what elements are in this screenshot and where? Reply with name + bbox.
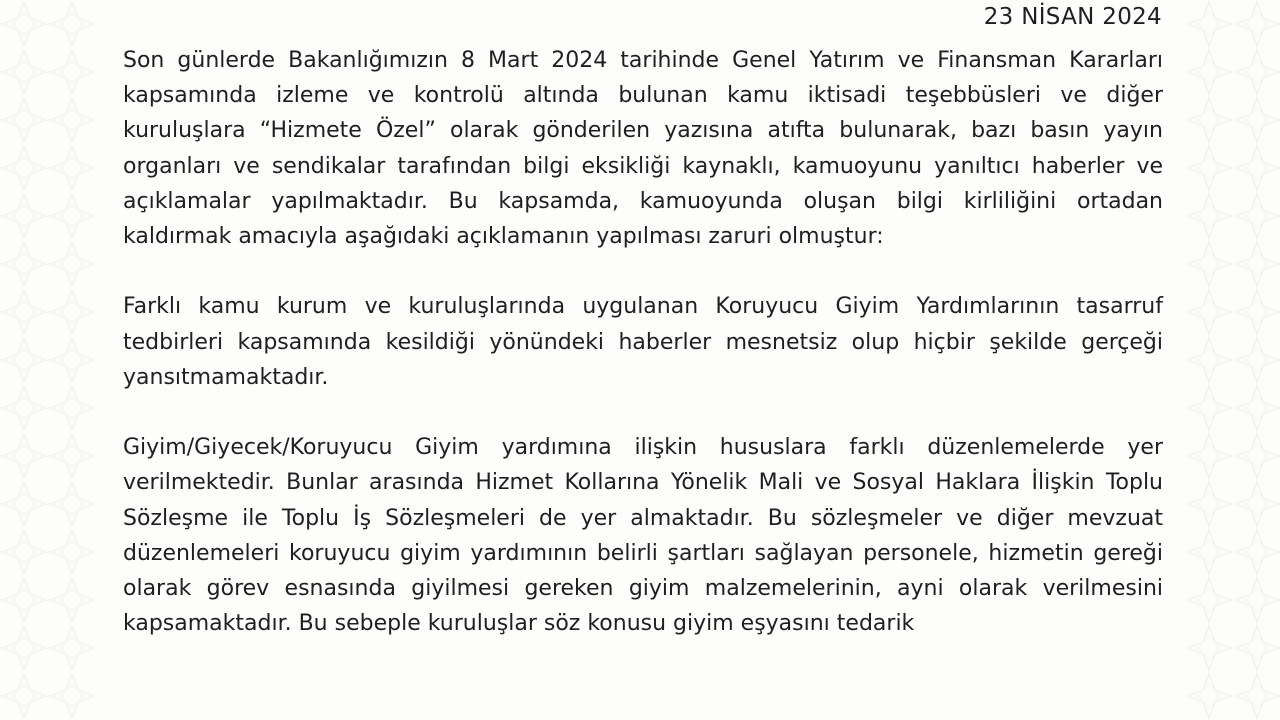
decorative-pattern-right: [1185, 0, 1280, 720]
paragraph-regulations: Giyim/Giyecek/Koruyucu Giyim yardımına ilişkin hususlara farklı düzenlemelerde yer verilmektedir. Bunlar arasında Hizmet Kollarına Yönelik Mali ve Sosyal Haklara İlişkin Toplu Sözleşme ile Toplu İş Sözleşmeleri de yer almaktadır. Bu sözleşmeler ve diğer mevzuat düzenlemeleri koruyucu giyim yardımının belirli şartları sağlayan personele, hizmetin gereği olarak görev esnasında giyilmesi gereken giyim malzemelerinin, ayni olarak verilmesini kapsamaktadır. Bu sebeple kuruluşlar söz konusu giyim eşyasını tedarik: [123, 435, 1163, 637]
paragraph-intro: Son günlerde Bakanlığımızın 8 Mart 2024 tarihinde Genel Yatırım ve Finansman Kararları kapsamında izleme ve kontrolü altında bulunan kamu iktisadi teşebbüsleri ve diğer kuruluşlara “Hizmete Özel” olarak gönderilen yazısına atıfta bulunarak, bazı basın yayın organları ve sendikalar tarafından bilgi eksikliği kaynaklı, kamuoyunu yanıltıcı haberler ve açıklamalar yapılmaktadır. Bu kapsamda, kamuoyunda oluşan bilgi kirliliğini ortadan kaldırmak amacıyla aşağıdaki açıklamanın yapılması zaruri olmuştur:: [123, 48, 1163, 250]
paragraph-clothing-aid-news: Farklı kamu kurum ve kuruluşlarında uygulanan Koruyucu Giyim Yardımlarının tasarruf tedbirleri kapsamında kesildiği yönündeki haberler mesnetsiz olup hiçbir şekilde gerçeği yansıtmamaktadır.: [123, 294, 1163, 390]
decorative-pattern-left: [0, 0, 95, 720]
document-date: 23 NİSAN 2024: [983, 4, 1162, 30]
document-body: [123, 43, 1163, 677]
